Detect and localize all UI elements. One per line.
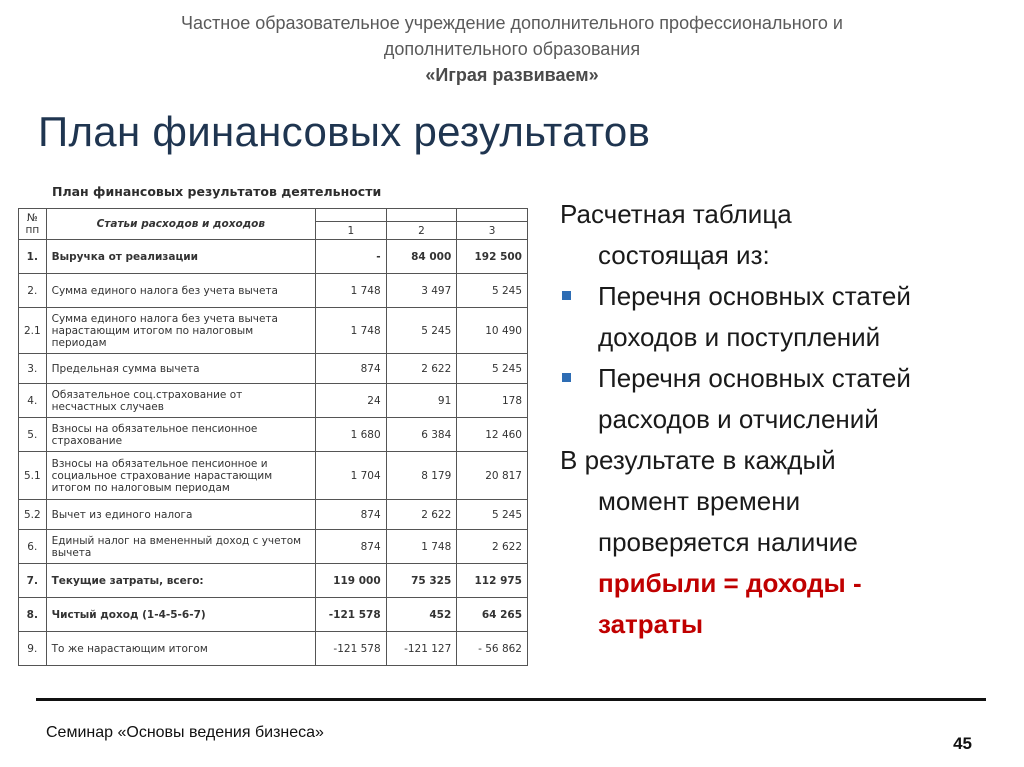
square-bullet-icon	[562, 291, 571, 300]
row-number: 3.	[19, 354, 47, 384]
table-row	[19, 418, 528, 452]
row-number: 8.	[19, 598, 47, 632]
org-name-line1: Частное образовательное учреждение дополнительного профессионального и	[181, 13, 843, 33]
row-value: 12 460	[457, 418, 528, 452]
row-value: 2 622	[386, 500, 457, 530]
header-period: 3	[457, 222, 528, 240]
row-value: 1 748	[315, 274, 386, 308]
table-row	[19, 274, 528, 308]
row-value: 452	[386, 598, 457, 632]
row-number: 1.	[19, 240, 47, 274]
row-value: 5 245	[457, 500, 528, 530]
header-period: 2	[386, 222, 457, 240]
row-value: 5 245	[386, 308, 457, 354]
bullet-expenses	[560, 358, 1000, 440]
org-name-line2: дополнительного образования	[383, 39, 641, 59]
row-value: 20 817	[457, 452, 528, 500]
bullet-income	[560, 276, 1000, 358]
row-value: 192 500	[457, 240, 528, 274]
row-number: 2.	[19, 274, 47, 308]
row-value: 1 748	[386, 530, 457, 564]
result-line1: В результате в каждый	[560, 445, 836, 475]
table-caption: План финансовых результатов деятельности	[52, 184, 382, 199]
row-value: - 56 862	[457, 632, 528, 666]
row-value: 8 179	[386, 452, 457, 500]
page-number: 45	[953, 734, 972, 753]
footer-divider	[36, 698, 986, 701]
row-value: 874	[315, 530, 386, 564]
row-value: 178	[457, 384, 528, 418]
row-number: 2.1	[19, 308, 47, 354]
table-row	[19, 240, 528, 274]
row-value: 2 622	[457, 530, 528, 564]
table-row	[19, 598, 528, 632]
header-num: № пп	[19, 209, 47, 240]
row-number: 7.	[19, 564, 47, 598]
row-value: 1 680	[315, 418, 386, 452]
row-value: 874	[315, 354, 386, 384]
row-item: Единый налог на вмененный доход с учетом вычета	[46, 530, 315, 564]
row-value: 6 384	[386, 418, 457, 452]
row-item: Сумма единого налога без учета вычета	[46, 274, 315, 308]
intro-line1: Расчетная таблица	[560, 199, 792, 229]
row-value: 119 000	[315, 564, 386, 598]
row-value: 2 622	[386, 354, 457, 384]
square-bullet-icon	[562, 373, 571, 382]
header-item: Статьи расходов и доходов	[46, 209, 315, 240]
row-item: Чистый доход (1-4-5-6-7)	[46, 598, 315, 632]
table-row	[19, 530, 528, 564]
row-item: Текущие затраты, всего:	[46, 564, 315, 598]
org-quote: «Играя развиваем»	[425, 65, 599, 85]
row-item: Взносы на обязательное пенсионное страхование	[46, 418, 315, 452]
bullet-expenses-line1: Перечня основных статей	[598, 363, 911, 393]
row-number: 9.	[19, 632, 47, 666]
result-line2: момент времени	[598, 486, 801, 516]
financial-table-image	[18, 178, 528, 668]
row-item: Выручка от реализации	[46, 240, 315, 274]
bullet-income-line2: доходов и поступлений	[598, 322, 881, 352]
header-period: 1	[315, 222, 386, 240]
row-number: 5.	[19, 418, 47, 452]
row-value: 75 325	[386, 564, 457, 598]
explanation-text	[560, 194, 1000, 645]
row-value: -121 127	[386, 632, 457, 666]
row-item: Обязательное соц.страхование от несчастных случаев	[46, 384, 315, 418]
row-item: Сумма единого налога без учета вычета нарастающим итогом по налоговым периодам	[46, 308, 315, 354]
row-value: 1 748	[315, 308, 386, 354]
bullet-income-line1: Перечня основных статей	[598, 281, 911, 311]
row-value: -121 578	[315, 632, 386, 666]
bullet-expenses-line2: расходов и отчислений	[598, 404, 879, 434]
row-number: 4.	[19, 384, 47, 418]
org-header	[40, 10, 984, 88]
row-value: 1 704	[315, 452, 386, 500]
row-number: 5.1	[19, 452, 47, 500]
footer-caption: Семинар «Основы ведения бизнеса»	[46, 724, 324, 741]
row-value: -121 578	[315, 598, 386, 632]
profit-formula-line2: затраты	[598, 609, 704, 639]
intro-line2: состоящая из:	[598, 240, 770, 270]
row-item: Вычет из единого налога	[46, 500, 315, 530]
row-value: 24	[315, 384, 386, 418]
row-value: 10 490	[457, 308, 528, 354]
row-value: 874	[315, 500, 386, 530]
row-number: 6.	[19, 530, 47, 564]
row-value: 64 265	[457, 598, 528, 632]
row-value: -	[315, 240, 386, 274]
profit-formula-line1: прибыли = доходы -	[598, 568, 862, 598]
table-row	[19, 452, 528, 500]
row-value: 84 000	[386, 240, 457, 274]
row-value: 3 497	[386, 274, 457, 308]
row-value: 91	[386, 384, 457, 418]
row-item: Взносы на обязательное пенсионное и социальное страхование нарастающим итогом по налоговым периодам	[46, 452, 315, 500]
table-row	[19, 632, 528, 666]
table-row	[19, 308, 528, 354]
row-value: 112 975	[457, 564, 528, 598]
row-value: 5 245	[457, 274, 528, 308]
row-item: То же нарастающим итогом	[46, 632, 315, 666]
table-body	[19, 240, 528, 666]
result-line3: проверяется наличие	[598, 527, 858, 557]
row-item: Предельная сумма вычета	[46, 354, 315, 384]
financial-results-table	[18, 208, 528, 666]
table-row	[19, 564, 528, 598]
row-value: 5 245	[457, 354, 528, 384]
table-row	[19, 354, 528, 384]
table-row	[19, 384, 528, 418]
table-row	[19, 500, 528, 530]
page-title: План финансовых результатов	[38, 108, 651, 155]
row-number: 5.2	[19, 500, 47, 530]
